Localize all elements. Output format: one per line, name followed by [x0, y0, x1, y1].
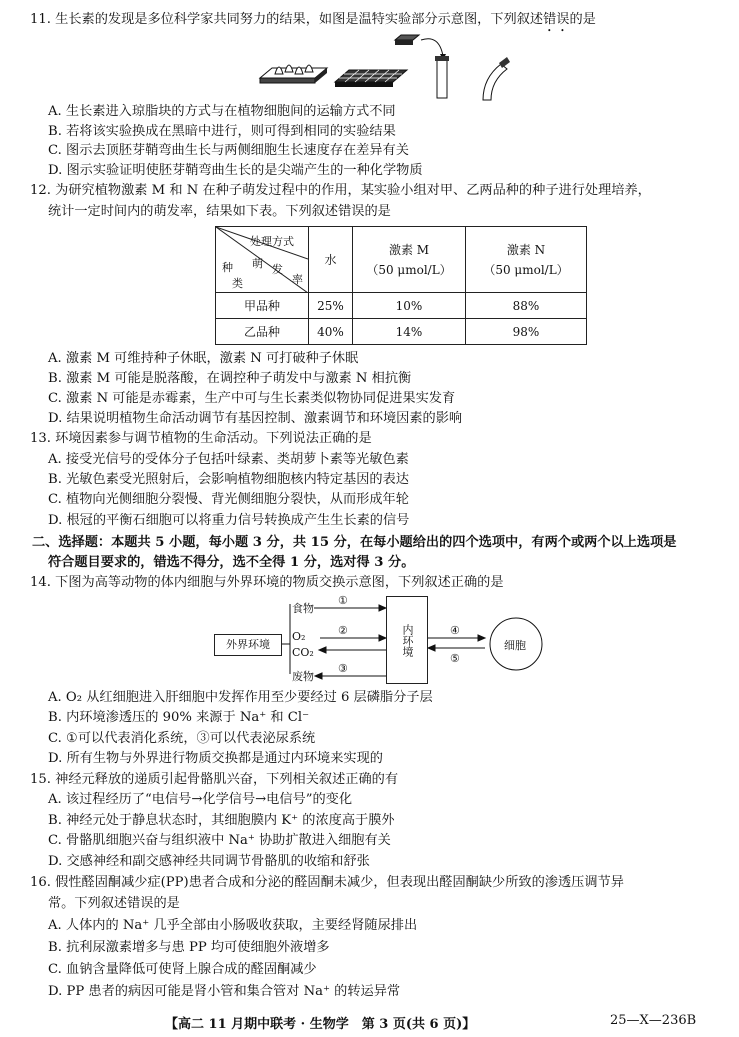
marker-1: ①: [338, 594, 348, 607]
corner-label-lei: 类: [232, 277, 243, 290]
cell-water: 25%: [309, 293, 353, 319]
germination-table: [215, 226, 587, 345]
section2-instructions-line2: 符合题目要求的，错选不得分，选不全得 1 分，选对得 3 分。: [48, 555, 415, 570]
q11-option-a: A. 生长素进入琼脂块的方式与在植物细胞间的运输方式不同: [48, 104, 396, 119]
agar-piece: [395, 35, 419, 45]
q12-option-a: A. 激素 M 可维持种子休眠，激素 N 可打破种子休眠: [48, 351, 359, 366]
col-header-hormone-n: 激素 N （50 μmol/L）: [466, 227, 587, 293]
q15-option-d: D. 交感神经和副交感神经共同调节骨骼肌的收缩和舒张: [48, 854, 370, 869]
q13-option-a: A. 接受光信号的受体分子包括叶绿素、类胡萝卜素等光敏色素: [48, 452, 409, 467]
row-name: 乙品种: [216, 319, 309, 345]
corner-label-meng: 萌: [252, 257, 263, 270]
cell-water: 40%: [309, 319, 353, 345]
q15-option-b: B. 神经元处于静息状态时，其细胞膜内 K⁺ 的浓度高于膜外: [48, 813, 395, 828]
q16-option-d: D. PP 患者的病因可能是肾小管和集合管对 Na⁺ 的转运异常: [48, 984, 401, 999]
q14-option-b: B. 内环境渗透压的 90% 来源于 Na⁺ 和 Cl⁻: [48, 710, 310, 725]
cell-n: 88%: [466, 293, 587, 319]
q13-stem: 13. 环境因素参与调节植物的生命活动。下列说法正确的是: [30, 431, 372, 446]
marker-3: ③: [338, 662, 348, 675]
internal-environment-box: 内环境: [386, 596, 428, 684]
table-row: [216, 319, 587, 345]
marker-2: ②: [338, 624, 348, 637]
q11-stem: 11. 生长素的发现是多位科学家共同努力的结果，如图是温特实验部分示意图，下列叙述错误的是: [30, 12, 596, 27]
corner-label-rate: 率: [292, 273, 303, 286]
cell-label: 细胞: [504, 639, 526, 652]
col-header-water: 水: [309, 227, 353, 293]
bent-coleoptile: [483, 57, 510, 100]
material-exchange-diagram: [214, 596, 544, 682]
q16-option-a: A. 人体内的 Na⁺ 几乎全部由小肠吸收获取，主要经肾随尿排出: [48, 918, 418, 933]
q16-option-c: C. 血钠含量降低可使肾上腺合成的醛固酮减少: [48, 962, 317, 977]
exam-code: 25—X—236B: [610, 1013, 697, 1028]
q16-option-b: B. 抗利尿激素增多与患 PP 均可使细胞外液增多: [48, 940, 330, 955]
corner-label-zhong: 种: [222, 261, 233, 274]
section2-instructions-line1: 二、选择题：本题共 5 小题，每小题 3 分，共 15 分，在每小题给出的四个选项中，有两个或两个以上选项是: [32, 535, 677, 550]
row-name: 甲品种: [216, 293, 309, 319]
marker-5: ⑤: [450, 652, 460, 665]
q12-option-c: C. 激素 N 可能是赤霉素，生产中可与生长素类似物协同促进果实发育: [48, 391, 456, 406]
cell-m: 10%: [353, 293, 466, 319]
co2-label: CO₂: [292, 646, 314, 659]
outside-environment-box: 外界环境: [214, 634, 282, 656]
page-footer: 【高二 11 月期中联考 · 生物学 第 3 页(共 6 页)】: [165, 1017, 476, 1032]
q15-stem: 15. 神经元释放的递质引起骨骼肌兴奋，下列相关叙述正确的有: [30, 772, 399, 787]
col-header-hormone-m: 激素 M （50 μmol/L）: [353, 227, 466, 293]
q11-option-d: D. 图示实验证明使胚芽鞘弯曲生长的是尖端产生的一种化学物质: [48, 163, 423, 178]
q12-option-b: B. 激素 M 可能是脱落酸，在调控种子萌发中与激素 N 相抗衡: [48, 371, 412, 386]
cell-m: 14%: [353, 319, 466, 345]
q11-stem-emphasis: 错误: [543, 12, 570, 27]
q16-stem-line2: 常。下列叙述错误的是: [48, 896, 180, 911]
cell-n: 98%: [466, 319, 587, 345]
q11-option-c: C. 图示去顶胚芽鞘弯曲生长与两侧细胞生长速度存在差异有关: [48, 143, 409, 158]
corner-label-fa: 发: [272, 263, 283, 276]
food-label: 食物: [292, 602, 314, 615]
q13-option-c: C. 植物向光侧细胞分裂慢、背光侧细胞分裂快，从而形成年轮: [48, 492, 409, 507]
q12-stem-line1: 12. 为研究植物激素 M 和 N 在种子萌发过程中的作用，某实验小组对甲、乙两品种的种子进行处理培养，: [30, 183, 651, 198]
marker-4: ④: [450, 624, 460, 637]
q13-option-d: D. 根冠的平衡石细胞可以将重力信号转换成产生生长素的信号: [48, 513, 410, 528]
q12-stem-line2: 统计一定时间内的萌发率，结果如下表。下列叙述错误的是: [48, 204, 391, 219]
q15-option-a: A. 该过程经历了“电信号→化学信号→电信号”的变化: [48, 792, 353, 807]
q14-option-d: D. 所有生物与外界进行物质交换都是通过内环境来实现的: [48, 751, 383, 766]
q14-option-a: A. O₂ 从红细胞进入肝细胞中发挥作用至少要经过 6 层磷脂分子层: [48, 690, 433, 705]
q14-option-c: C. ①可以代表消化系统，③可以代表泌尿系统: [48, 731, 316, 746]
agar-block-with-tips: [260, 65, 327, 83]
table-corner-cell: [216, 227, 309, 293]
q14-stem: 14. 下图为高等动物的体内细胞与外界环境的物质交换示意图，下列叙述正确的是: [30, 575, 504, 590]
agar-grid-block: [335, 70, 407, 87]
q13-option-b: B. 光敏色素受光照射后，会影响植物细胞核内特定基因的表达: [48, 472, 409, 487]
q12-option-d: D. 结果说明植物生命活动调节有基因控制、激素调节和环境因素的影响: [48, 411, 463, 426]
corner-label-treatment: 处理方式: [250, 235, 294, 248]
o2-label: O₂: [292, 630, 306, 643]
went-experiment-figure: [255, 30, 510, 102]
waste-label: 废物: [292, 670, 314, 683]
q15-option-c: C. 骨骼肌细胞兴奋与组织液中 Na⁺ 协助扩散进入细胞有关: [48, 833, 391, 848]
table-row: [216, 293, 587, 319]
q16-stem-line1: 16. 假性醛固酮减少症(PP)患者合成和分泌的醛固酮未减少，但表现出醛固酮缺少所致的渗透压调节异: [30, 875, 624, 890]
decapitated-coleoptile: [435, 56, 449, 98]
q11-option-b: B. 若将该实验换成在黑暗中进行，则可得到相同的实验结果: [48, 124, 396, 139]
